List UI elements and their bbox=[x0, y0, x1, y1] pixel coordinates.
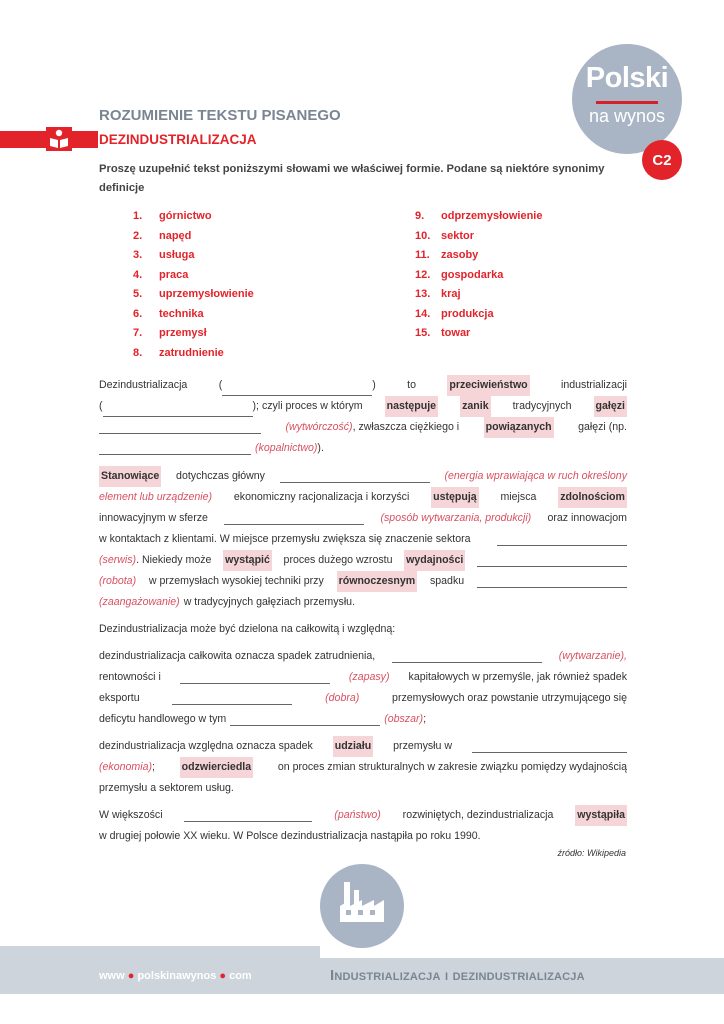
page-title: ROZUMIENIE TEKSTU PISANEGO bbox=[99, 107, 341, 124]
text: miejsca bbox=[500, 491, 537, 503]
text: oraz innowacjom bbox=[547, 512, 627, 524]
word-text: towar bbox=[441, 327, 471, 339]
word-number: 10. bbox=[415, 229, 431, 242]
paragraph-1 bbox=[99, 375, 627, 459]
word-text: sektor bbox=[441, 229, 475, 242]
blank[interactable] bbox=[99, 421, 261, 434]
hint: (serwis) bbox=[99, 554, 137, 566]
text: dezindustrializacja całkowita oznacza spadek zatrudnienia, bbox=[99, 650, 376, 662]
word-list-item bbox=[133, 347, 224, 359]
hint: (obszar) bbox=[384, 713, 424, 725]
highlight-word: gałęzi bbox=[594, 396, 627, 417]
hint: element lub urządzenie) bbox=[99, 491, 213, 503]
word-list-item bbox=[415, 288, 461, 300]
hint: (wytwórczość) bbox=[285, 421, 353, 433]
logo bbox=[572, 44, 682, 154]
text: industrializacji bbox=[561, 379, 627, 391]
hint: (robota) bbox=[99, 575, 137, 587]
text: ekonomiczny racjonalizacja i korzyści bbox=[233, 491, 410, 503]
blank[interactable] bbox=[99, 442, 251, 455]
blank[interactable] bbox=[477, 554, 627, 567]
blank[interactable] bbox=[184, 809, 312, 822]
text: Dezindustrializacja bbox=[99, 379, 188, 391]
highlight-word: wydajności bbox=[404, 550, 465, 571]
hint: (wytwarzanie), bbox=[558, 650, 627, 662]
text: rentowności i bbox=[99, 671, 161, 683]
blank[interactable] bbox=[224, 512, 364, 525]
paragraph-2 bbox=[99, 466, 627, 613]
word-list-item bbox=[415, 327, 470, 339]
word-number: 13. bbox=[415, 288, 431, 300]
footer-title bbox=[330, 967, 585, 984]
source-note: źródło: Wikipedia bbox=[557, 848, 626, 858]
word-number: 12. bbox=[415, 268, 431, 281]
text: ( bbox=[99, 400, 103, 412]
word-text: uprzemysłowienie bbox=[159, 288, 254, 300]
hint: (energia wprawiająca w ruch określony bbox=[444, 470, 627, 482]
text: proces dużego wzrostu bbox=[283, 554, 393, 566]
highlight-word: zanik bbox=[460, 396, 491, 417]
word-list-item bbox=[133, 269, 188, 281]
word-number: 1. bbox=[133, 210, 143, 222]
hint: (zapasy) bbox=[348, 671, 390, 683]
text: , zwłaszcza ciężkiego i bbox=[352, 421, 460, 433]
highlight-word: przeciwieństwo bbox=[447, 375, 529, 396]
text: eksportu bbox=[99, 692, 140, 704]
blank[interactable] bbox=[222, 383, 372, 396]
text: ). bbox=[317, 442, 324, 454]
word-text: górnictwo bbox=[159, 210, 212, 222]
blank[interactable] bbox=[230, 713, 380, 726]
word-list-item bbox=[133, 249, 194, 261]
text: deficytu handlowego w tym bbox=[99, 713, 227, 725]
highlight-word: odzwierciedla bbox=[180, 757, 253, 778]
word-number: 15. bbox=[415, 327, 431, 339]
page-subtitle: DEZINDUSTRIALIZACJA bbox=[99, 132, 257, 147]
instruction: Proszę uzupełnić tekst poniższymi słowami we właściwej formie. Podane są niektóre synonimy definicje bbox=[99, 163, 605, 194]
text: rozwiniętych, dezindustrializacja bbox=[402, 809, 554, 821]
word-list-item bbox=[133, 308, 204, 320]
word-list-item bbox=[415, 249, 478, 261]
factory-icon bbox=[320, 864, 404, 948]
blank[interactable] bbox=[180, 671, 330, 684]
text: ; bbox=[152, 761, 155, 773]
text: W większości bbox=[99, 809, 163, 821]
word-text: produkcja bbox=[441, 307, 494, 320]
blank[interactable] bbox=[472, 740, 627, 753]
factory-icon-graphic bbox=[320, 864, 404, 948]
word-list-item bbox=[415, 230, 474, 242]
highlight-word: wystąpić bbox=[223, 550, 272, 571]
text: ); czyli proces w którym bbox=[252, 400, 363, 412]
word-number: 9. bbox=[415, 210, 425, 222]
word-list-item bbox=[133, 230, 191, 242]
word-number: 2. bbox=[133, 229, 143, 242]
blank[interactable] bbox=[477, 575, 627, 588]
paragraph-5 bbox=[99, 736, 627, 799]
word-number: 7. bbox=[133, 327, 143, 339]
text: ( bbox=[218, 379, 223, 391]
blank[interactable] bbox=[172, 692, 292, 705]
highlight-word: ustępują bbox=[431, 487, 479, 508]
word-text: technika bbox=[159, 307, 204, 320]
word-number: 3. bbox=[133, 249, 143, 261]
text: przemysłowych oraz powstanie utrzymującego się bbox=[392, 692, 627, 704]
word-text: przemysł bbox=[159, 327, 207, 339]
text: Dezindustrializacja może być dzielona na całkowitą i względną: bbox=[99, 623, 396, 635]
hint: (ekonomia) bbox=[99, 761, 152, 773]
text: przemysłu w bbox=[393, 740, 453, 752]
word-text: usługa bbox=[159, 249, 195, 261]
hint: (sposób wytwarzania, produkcji) bbox=[380, 512, 532, 524]
blank[interactable] bbox=[497, 533, 627, 546]
text: w kontaktach z klientami. W miejsce przemysłu zwiększa się znaczenie sektora bbox=[99, 533, 471, 545]
hint: (dobra) bbox=[325, 692, 360, 704]
word-number: 8. bbox=[133, 346, 143, 359]
footer-title-text: Industrializacja i dezindustrializacja bbox=[330, 967, 585, 984]
text: tradycyjnych bbox=[512, 400, 572, 412]
highlight-word: następuje bbox=[385, 396, 438, 417]
text: dotychczas główny bbox=[176, 470, 265, 482]
text: dezindustrializacja względna oznacza spadek bbox=[99, 740, 313, 752]
word-list-item bbox=[415, 269, 503, 281]
text: w tradycyjnych gałęziach przemysłu. bbox=[183, 596, 356, 608]
text: ; bbox=[423, 713, 427, 725]
word-number: 4. bbox=[133, 268, 143, 281]
text: w przemysłach wysokiej techniki przy bbox=[148, 575, 324, 587]
url-part: polskinawynos bbox=[137, 970, 217, 982]
word-text: napęd bbox=[159, 229, 192, 242]
blank[interactable] bbox=[392, 650, 542, 663]
word-text: praca bbox=[159, 268, 189, 281]
footer-band bbox=[0, 946, 320, 958]
footer-url[interactable] bbox=[99, 970, 252, 982]
text: innowacyjnym w sferze bbox=[99, 512, 208, 524]
word-list-item bbox=[133, 327, 207, 339]
text: . Niekiedy może bbox=[136, 554, 212, 566]
blank[interactable] bbox=[103, 404, 253, 417]
text: ) bbox=[372, 379, 376, 391]
highlight-word: wystąpiła bbox=[575, 805, 627, 826]
word-list-item bbox=[133, 288, 254, 300]
word-text: zasoby bbox=[441, 249, 479, 261]
dot-icon: ● bbox=[219, 970, 227, 982]
hint: (zaangażowanie) bbox=[99, 596, 180, 608]
blank[interactable] bbox=[280, 470, 430, 483]
hint: (państwo) bbox=[334, 809, 381, 821]
text: kapitałowych w przemyśle, jak również spadek bbox=[408, 671, 627, 683]
paragraph-4 bbox=[99, 646, 627, 730]
highlight-word: Stanowiące bbox=[99, 466, 161, 487]
highlight-word: udziału bbox=[333, 736, 374, 757]
text: spadku bbox=[429, 575, 465, 587]
word-number: 14. bbox=[415, 307, 431, 320]
text: gałęzi (np. bbox=[578, 421, 627, 433]
word-text: odprzemysłowienie bbox=[441, 210, 543, 222]
book-icon bbox=[46, 127, 72, 151]
word-number: 11. bbox=[415, 249, 430, 261]
word-text: gospodarka bbox=[441, 268, 504, 281]
highlight-word: zdolnościom bbox=[558, 487, 627, 508]
word-list-item bbox=[415, 210, 542, 222]
word-text: zatrudnienie bbox=[159, 346, 224, 359]
text: to bbox=[407, 379, 416, 391]
url-part: www bbox=[99, 970, 125, 982]
logo-divider bbox=[596, 101, 658, 104]
word-list-item bbox=[133, 210, 212, 222]
url-part: com bbox=[229, 970, 252, 982]
text: on proces zmian strukturalnych w zakresie związku pomiędzy wydajnością bbox=[277, 761, 627, 773]
paragraph-3 bbox=[99, 619, 627, 640]
logo-text-polski: Polski bbox=[585, 62, 669, 94]
word-text: kraj bbox=[441, 288, 461, 300]
text: przemysłu a sektorem usług. bbox=[99, 782, 234, 794]
dot-icon: ● bbox=[127, 970, 135, 982]
highlight-word: powiązanych bbox=[484, 417, 554, 438]
hint: (kopalnictwo) bbox=[255, 442, 318, 454]
text: w drugiej połowie XX wieku. W Polsce dezindustrializacja nastąpiła po roku 1990. bbox=[99, 830, 481, 842]
word-number: 6. bbox=[133, 307, 143, 320]
word-number: 5. bbox=[133, 288, 143, 300]
logo-text-na-wynos: na wynos bbox=[588, 106, 666, 126]
highlight-word: równoczesnym bbox=[337, 571, 418, 592]
paragraph-6 bbox=[99, 805, 627, 847]
word-list-item bbox=[415, 308, 494, 320]
level-badge: C2 bbox=[642, 140, 682, 180]
